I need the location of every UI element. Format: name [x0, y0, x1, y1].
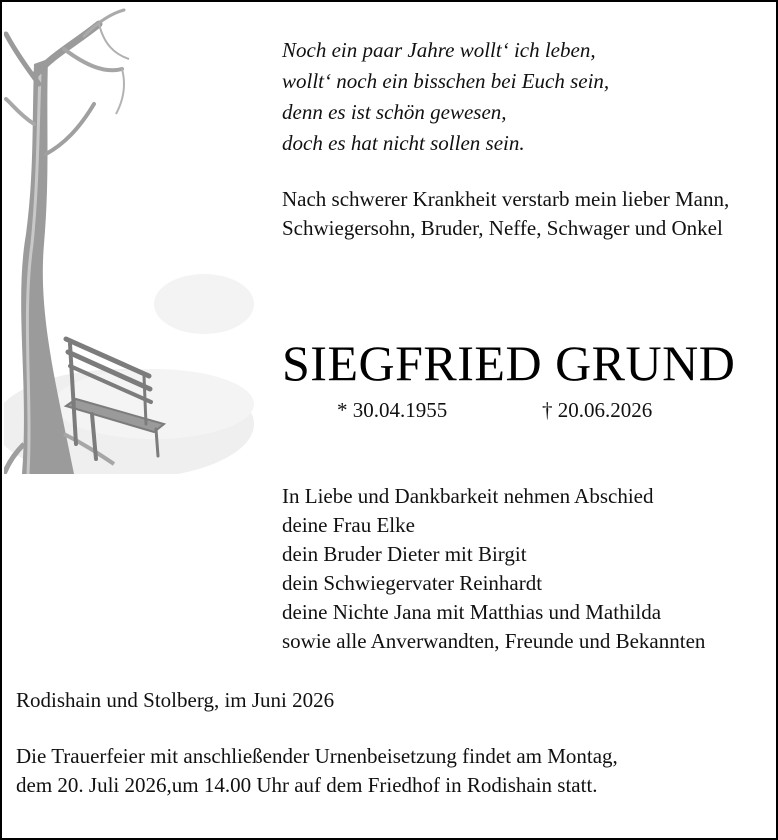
tree-and-bench-illustration	[4, 4, 254, 474]
birth-date: * 30.04.1955	[337, 398, 448, 422]
place-and-date: Rodishain und Stolberg, im Juni 2026	[16, 688, 335, 712]
funeral-details-line: Die Trauerfeier mit anschließender Urnenbeisetzung findet am Montag,	[16, 744, 618, 768]
poem-line: Noch ein paar Jahre wollt‘ ich leben,	[282, 38, 596, 62]
poem-line: doch es hat nicht sollen sein.	[282, 131, 525, 155]
mourner-line: dein Schwiegervater Reinhardt	[282, 571, 543, 595]
poem	[282, 35, 609, 159]
mourner-line: dein Bruder Dieter mit Birgit	[282, 542, 527, 566]
deceased-name: SIEGFRIED GRUND	[282, 335, 736, 391]
death-date: † 20.06.2026	[542, 398, 653, 422]
mourner-line: deine Frau Elke	[282, 513, 415, 537]
mourner-line: In Liebe und Dankbarkeit nehmen Abschied	[282, 484, 654, 508]
death-announcement-text: Nach schwerer Krankheit verstarb mein lieber Mann, Schwiegersohn, Bruder, Neffe, Schwager und Onkel	[282, 187, 730, 240]
funeral-details-line: dem 20. Juli 2026,um 14.00 Uhr auf dem Friedhof in Rodishain statt.	[16, 773, 598, 797]
poem-line: denn es ist schön gewesen,	[282, 100, 507, 124]
mourner-line: sowie alle Anverwandten, Freunde und Bekannten	[282, 629, 706, 653]
mourners-list	[282, 482, 705, 656]
poem-line: wollt‘ noch ein bisschen bei Euch sein,	[282, 69, 610, 93]
mourner-line: deine Nichte Jana mit Matthias und Mathilda	[282, 600, 662, 624]
funeral-details	[16, 742, 618, 800]
